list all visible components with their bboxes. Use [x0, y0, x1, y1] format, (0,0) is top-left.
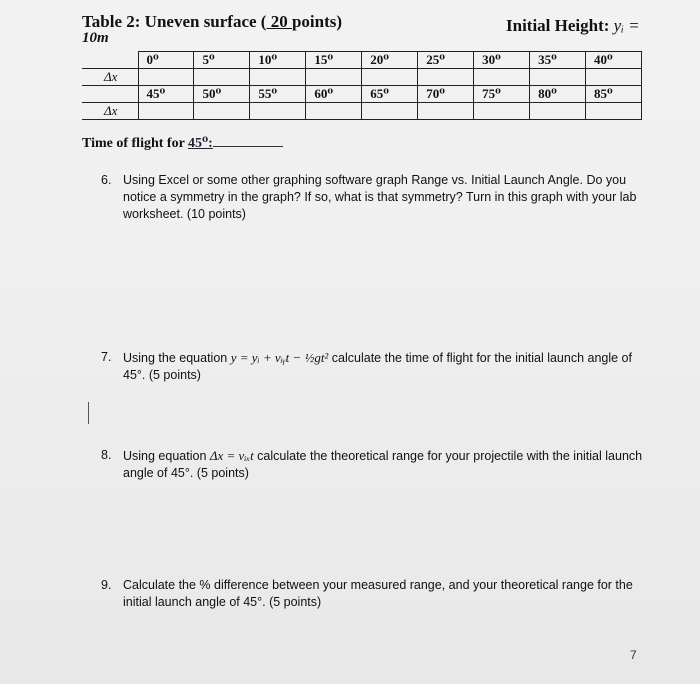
- angle-cell: 65⁰: [362, 86, 418, 103]
- time-of-flight-answer-line[interactable]: [213, 146, 283, 147]
- answer-cell[interactable]: [306, 103, 362, 120]
- answer-cell[interactable]: [530, 103, 586, 120]
- angle-cell: 15⁰: [306, 52, 362, 69]
- answer-cell[interactable]: [250, 69, 306, 86]
- answer-cell[interactable]: [362, 103, 418, 120]
- question-number: 6.: [101, 173, 112, 187]
- angle-cell: 0⁰: [138, 52, 194, 69]
- answer-cell[interactable]: [474, 103, 530, 120]
- answer-cell[interactable]: [306, 69, 362, 86]
- answer-cell[interactable]: [418, 103, 474, 120]
- answer-cell[interactable]: [194, 69, 250, 86]
- angle-row-2-header: [82, 86, 642, 103]
- angle-cell: 30⁰: [474, 52, 530, 69]
- question-text: Using the equation y = yᵢ + vᵢᵧt − ½gt² calculate the time of flight for the initial launch angle of 45°. (5 points): [123, 350, 632, 382]
- delta-x-label: Δx: [82, 69, 138, 86]
- angle-cell: 20⁰: [362, 52, 418, 69]
- angle-cell: 80⁰: [530, 86, 586, 103]
- answer-cell[interactable]: [138, 69, 194, 86]
- delta-x-row-1: [82, 69, 642, 86]
- delta-x-row-2: [82, 103, 642, 120]
- answer-cell[interactable]: [586, 69, 642, 86]
- table-title: Table 2: Uneven surface ( 20 points): [82, 12, 343, 31]
- angle-cell: 55⁰: [250, 86, 306, 103]
- initial-height-variable: yᵢ =: [613, 16, 640, 35]
- angle-cell: 40⁰: [586, 52, 642, 69]
- answer-cell[interactable]: [250, 103, 306, 120]
- angle-cell: 70⁰: [418, 86, 474, 103]
- question-text: Using Excel or some other graphing software graph Range vs. Initial Launch Angle. Do you notice a symmetry in the graph? If so, what is that symmetry? Turn in this graph with your lab worksheet. (10 points): [123, 173, 637, 221]
- angle-cell: 5⁰: [194, 52, 250, 69]
- time-of-flight-angle: 45⁰:: [188, 136, 213, 151]
- initial-height-label: Initial Height: yᵢ =: [506, 16, 640, 35]
- angle-cell: 85⁰: [586, 86, 642, 103]
- angle-cell: 35⁰: [530, 52, 586, 69]
- question-7: [101, 349, 646, 384]
- answer-cell[interactable]: [474, 69, 530, 86]
- margin-mark: [88, 402, 89, 424]
- question-text: Calculate the % difference between your measured range, and your theoretical range for the initial launch angle of 45°. (5 points): [123, 578, 633, 609]
- delta-x-label: Δx: [82, 103, 138, 120]
- question-6: [101, 172, 646, 223]
- answer-cell[interactable]: [418, 69, 474, 86]
- answer-cell[interactable]: [194, 103, 250, 120]
- table-subtitle: 10m: [82, 30, 109, 46]
- question-number: 9.: [101, 578, 112, 592]
- page-number: 7: [630, 648, 637, 662]
- time-of-flight-label: Time of flight for 45⁰:: [82, 135, 283, 152]
- question-text: Using equation Δx = vᵢₓt calculate the theoretical range for your projectile with the initial launch angle of 45°. (5 points): [123, 448, 643, 480]
- equation: Δx = vᵢₓt: [209, 448, 254, 463]
- question-9: [101, 577, 646, 611]
- answer-cell[interactable]: [586, 103, 642, 120]
- angle-cell: 60⁰: [306, 86, 362, 103]
- angle-table: [82, 51, 642, 120]
- angle-cell: 45⁰: [138, 86, 194, 103]
- equation: y = yᵢ + vᵢᵧt − ½gt²: [230, 350, 329, 365]
- angle-cell: 25⁰: [418, 52, 474, 69]
- angle-cell: 75⁰: [474, 86, 530, 103]
- question-number: 7.: [101, 350, 112, 364]
- angle-cell: 50⁰: [194, 86, 250, 103]
- question-8: [101, 447, 646, 482]
- answer-cell[interactable]: [138, 103, 194, 120]
- answer-cell[interactable]: [530, 69, 586, 86]
- angle-cell: 10⁰: [250, 52, 306, 69]
- question-number: 8.: [101, 448, 112, 462]
- points-value: 20: [266, 12, 292, 31]
- answer-cell[interactable]: [362, 69, 418, 86]
- angle-row-1-header: [82, 52, 642, 69]
